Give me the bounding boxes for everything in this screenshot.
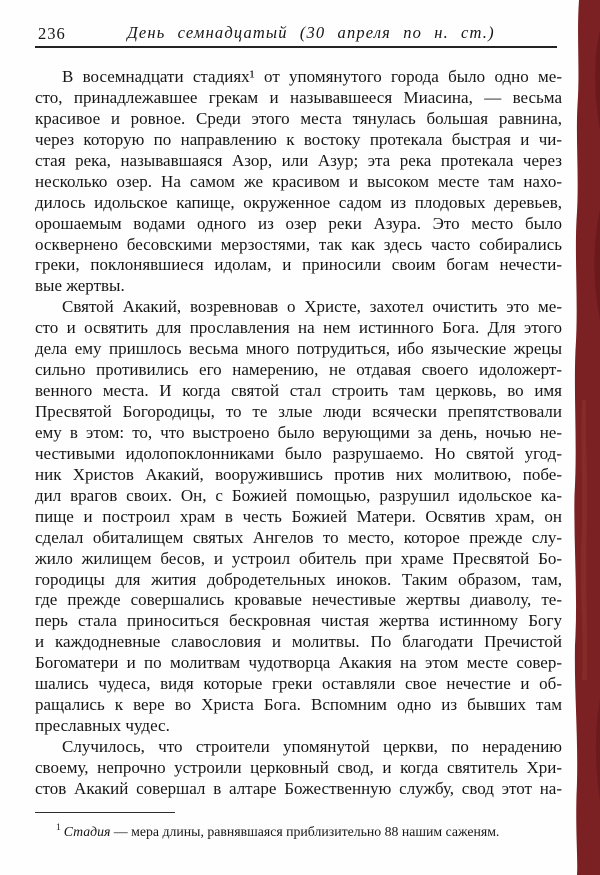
footnote-rule: [35, 812, 175, 813]
body-text: [35, 67, 562, 800]
page-number: 236: [38, 24, 66, 43]
text-line: городицы для жития добродетельных иноков. Таким образом, там,: [35, 569, 562, 589]
text-line: стов Акакий совершал в алтаре Божественную службу, свод этот на-: [35, 778, 562, 798]
text-line: орошаемым водами одного из озер реки Азура. Это место было: [35, 213, 562, 233]
footnote-text: — мера длины, равнявшаяся приблизительно 88 нашим саженям.: [110, 824, 500, 839]
text-line: дилось идольское капище, окруженное садом из плодовых деревьев,: [35, 192, 562, 212]
chapter-title: День семнадцатый (30 апреля по н. ст.): [127, 23, 495, 42]
text-line: дил врагов своих. Он, с Божией помощью, разрушил идольское ка-: [35, 485, 562, 505]
text-line: осквернено бесовскими мерзостями, так как здесь часто собирались: [35, 234, 562, 254]
scan-edge-red-band: [570, 0, 600, 875]
text-line: перь стала приноситься бескровная чистая жертва истинному Богу: [35, 611, 562, 631]
running-header: [35, 23, 557, 44]
text-line: сделал обиталищем святых Ангелов то место, которое прежде слу-: [35, 527, 562, 547]
footnote-marker: 1: [56, 823, 61, 834]
text-line: жило жилищем бесов, и устроил обитель при храме Пресвятой Бо-: [35, 548, 562, 568]
header-rule: [35, 46, 557, 48]
text-line: несколько озер. На самом же красивом и высоком месте там нахо-: [35, 171, 562, 191]
text-line: через которую по направлению к востоку протекала быстрая и чи-: [35, 129, 562, 149]
text-line: пище и построил храм в честь Божией Матери. Освятив храм, он: [35, 506, 562, 526]
text-line: преславных чудес.: [35, 716, 170, 736]
text-line: сто, принадлежавшее грекам и называвшееся Миасина, — весьма: [35, 87, 562, 107]
text-line: дела ему пришлось весьма много потрудиться, ибо языческие жрецы: [35, 339, 562, 359]
text-line: вые жертвы.: [35, 276, 125, 296]
text-line: красивое и ровное. Среди этого места тянулась большая равнина,: [35, 108, 562, 128]
text-line: венного места. И когда святой стал строить там церковь, во имя: [35, 381, 562, 401]
text-line: шались чудеса, видя которые греки оставляли свое нечестие и об-: [35, 674, 562, 694]
text-line: стая река, называвшаяся Азор, или Азур; эта река протекала через: [35, 150, 562, 170]
text-line: ник Христов Акакий, вооружившись против них молитвою, побе-: [35, 464, 562, 484]
text-line: сильно противились его намерению, не отдавая своего идоложерт-: [35, 360, 562, 380]
text-line: Пресвятой Богородицы, то те злые люди всячески препятствовали: [35, 402, 562, 421]
text-line: сто и освятить для прославления на нем истинного Бога. Для этого: [35, 318, 562, 338]
text-line: Богоматери и по молитвам чудотворца Акакия на этом месте совер-: [35, 653, 562, 673]
footnote: [35, 823, 562, 841]
text-line: честивыми идолопоклонниками было разрушаемо. Но святой угод-: [35, 443, 562, 463]
text-line: Случилось, что строители упомянутой церкви, по нерадению: [62, 737, 562, 756]
text-line: и каждодневные славословия и молитвы. По благодати Пречистой: [35, 632, 562, 652]
text-line: ему в этом: то, что выстроено было верующими за день, ночью не-: [35, 422, 562, 442]
text-line: где прежде совершались кровавые нечестивые жертвы диаволу, те-: [35, 590, 562, 610]
text-line: ращались к вере во Христа Бога. Вспомним одно из бывших там: [35, 695, 562, 715]
text-line: своему, непрочно устроили церковный свод, и когда святитель Хри-: [35, 757, 562, 777]
text-line: В восемнадцати стадиях¹ от упомянутого города было одно ме-: [62, 67, 562, 86]
footnote-term: Стадия: [63, 824, 111, 839]
text-line: греки, поклонявшиеся идолам, и приносили своим богам нечести-: [35, 255, 562, 275]
text-line: Святой Акакий, возревновав о Христе, захотел очистить это ме-: [62, 297, 562, 317]
